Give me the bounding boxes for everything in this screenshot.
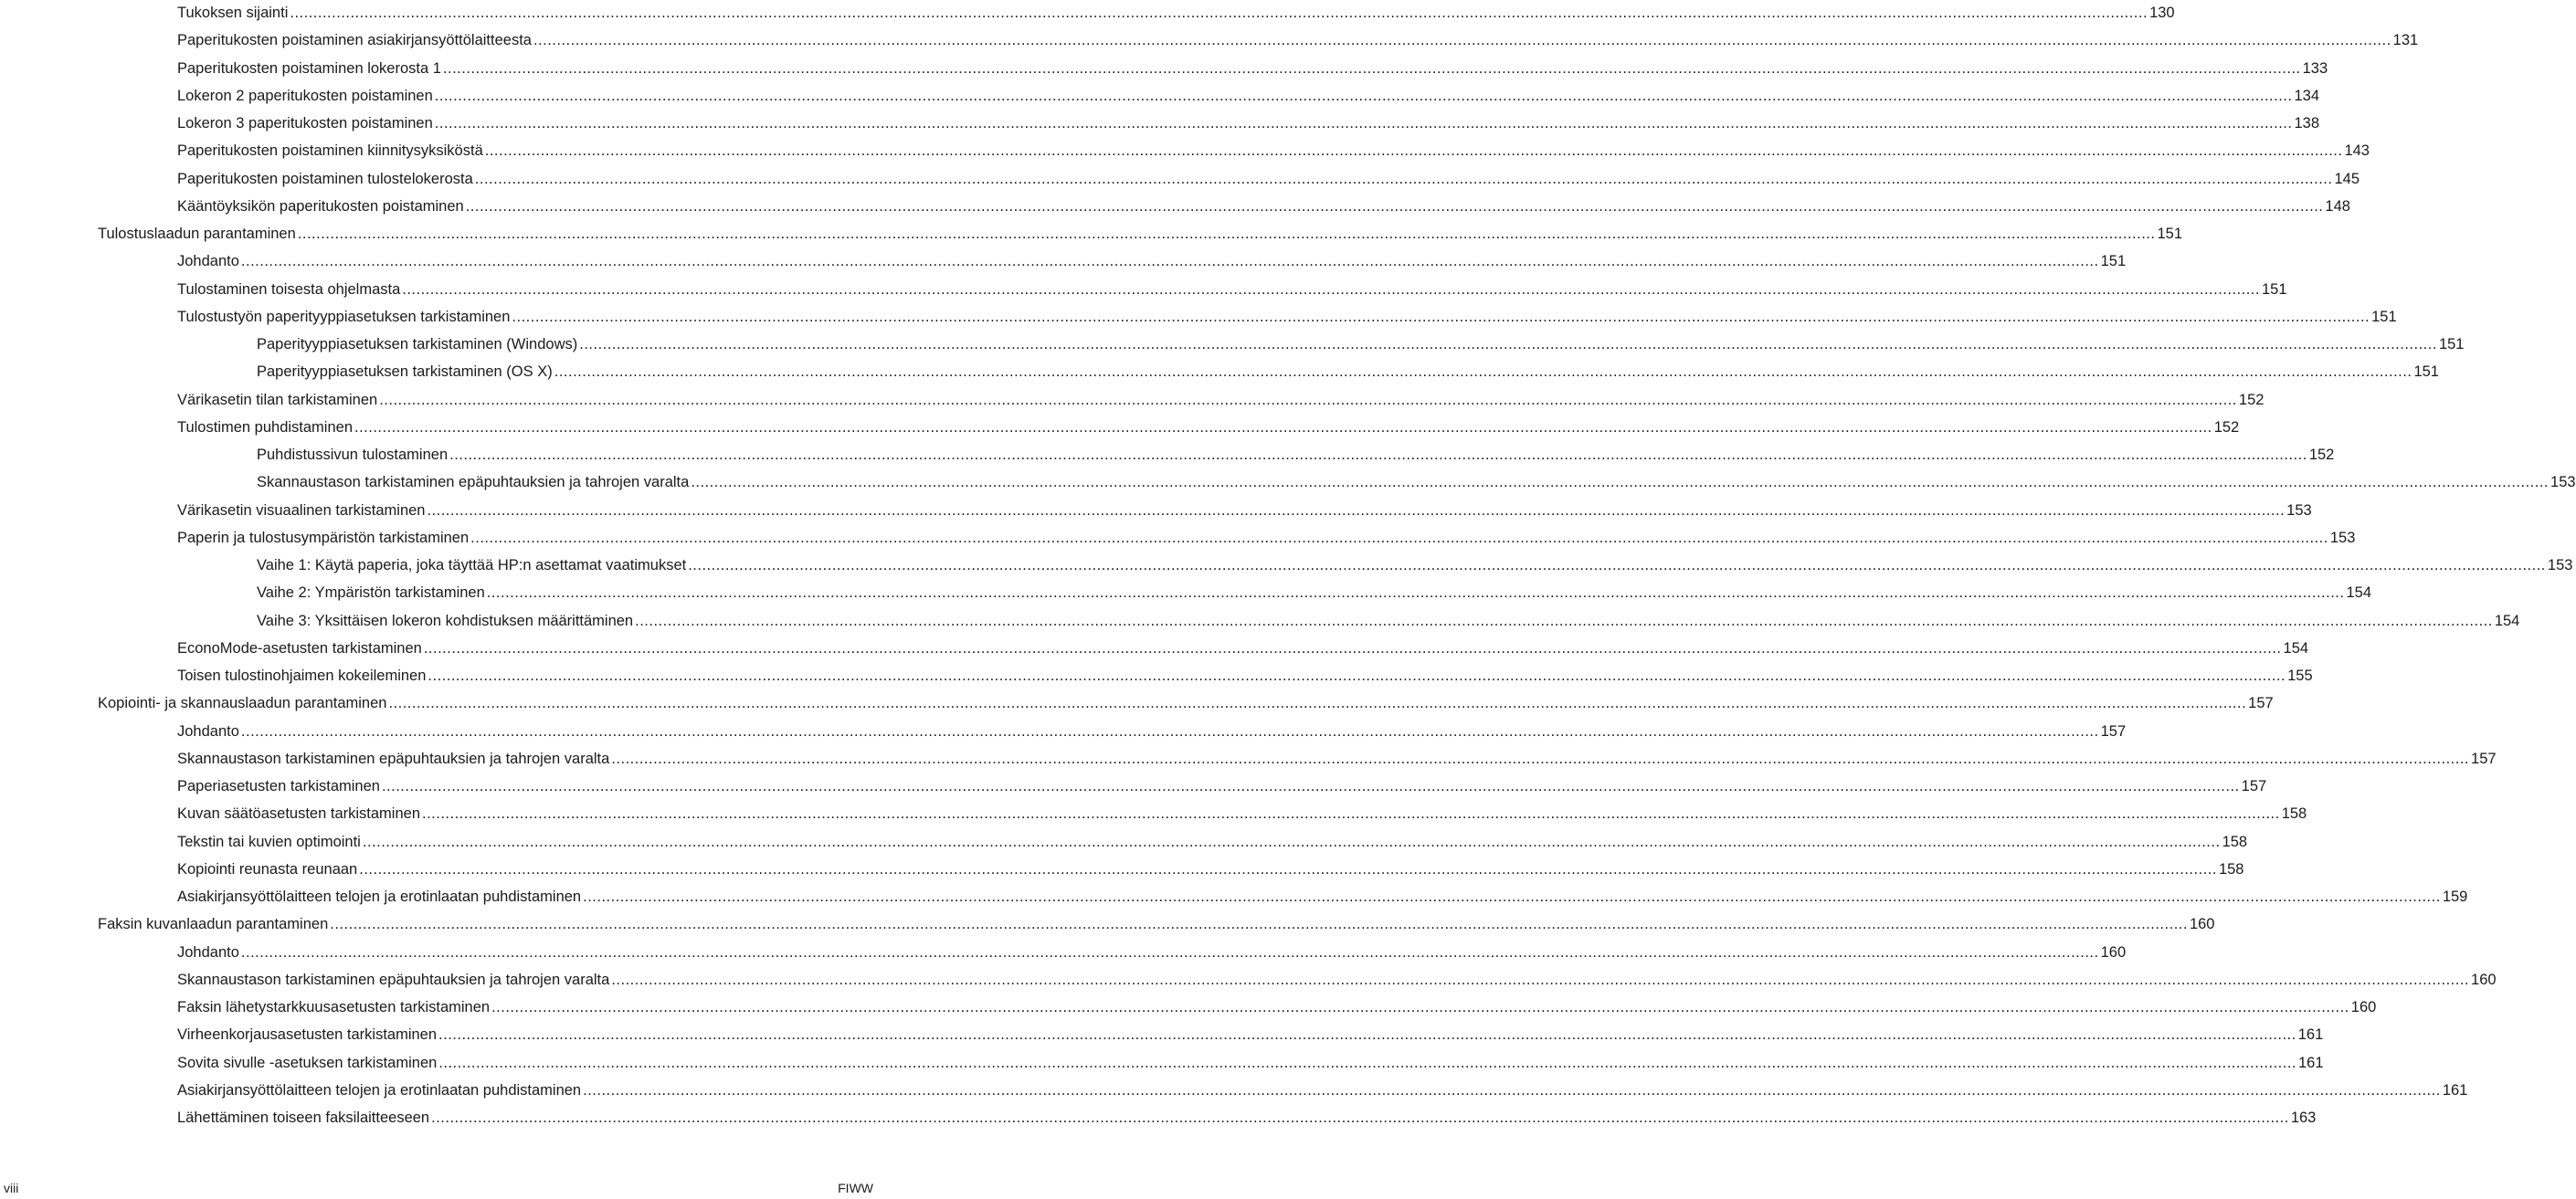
toc-dot-leader: ................................................................................................................................................................................................................................................................................................................................................................................................................: [611, 750, 2470, 767]
toc-entry-page: 158: [2281, 805, 2307, 823]
toc-dot-leader: ................................................................................................................................................................................................................................................................................................................................................................................................................: [381, 778, 2240, 794]
toc-entry-title: Vaihe 1: Käytä paperia, joka täyttää HP:n asettamat vaatimukset: [257, 557, 687, 573]
toc-entry[interactable]: [177, 387, 2265, 409]
toc-entry-page: 157: [2100, 722, 2127, 740]
toc-entry-title: Paperityyppiasetuksen tarkistaminen (Windows): [257, 336, 578, 352]
toc-entry-title: Asiakirjansyöttölaitteen telojen ja erotinlaatan puhdistaminen: [177, 889, 582, 905]
toc-entry[interactable]: [177, 994, 2377, 1016]
toc-entry[interactable]: [177, 663, 2313, 685]
toc-entry-title: Paperitukosten poistaminen kiinnitysyksiköstä: [177, 142, 483, 160]
toc-entry-title: Paperitukosten poistaminen tulostelokerosta: [177, 170, 473, 187]
toc-entry-title: Paperiasetusten tarkistaminen: [177, 778, 380, 794]
toc-entry-page: 151: [2413, 363, 2439, 381]
toc-dot-leader: ................................................................................................................................................................................................................................................................................................................................................................................................................: [359, 860, 2217, 878]
toc-dot-leader: ................................................................................................................................................................................................................................................................................................................................................................................................................: [554, 363, 2412, 381]
toc-entry[interactable]: [257, 580, 2371, 602]
toc-entry-page: 154: [2494, 612, 2520, 629]
toc-entry-title: Virheenkorjausasetusten tarkistaminen: [177, 1026, 438, 1044]
toc-dot-leader: ................................................................................................................................................................................................................................................................................................................................................................................................................: [438, 1054, 2296, 1071]
toc-entry[interactable]: [177, 1105, 2317, 1127]
toc-entry-page: 148: [2325, 197, 2350, 215]
toc-entry[interactable]: [177, 719, 2127, 741]
toc-entry[interactable]: [177, 1022, 2324, 1044]
toc-entry-title: Puhdistussivun tulostaminen: [257, 447, 449, 463]
toc-entry-title: Lokeron 2 paperitukosten poistaminen: [177, 87, 433, 104]
toc-entry-page: 151: [2438, 336, 2465, 352]
toc-entry-title: Paperityyppiasetuksen tarkistaminen (OS X): [257, 363, 553, 381]
toc-entry-page: 152: [2213, 418, 2240, 436]
toc-entry[interactable]: [177, 1050, 2324, 1072]
toc-entry[interactable]: [177, 194, 2350, 216]
toc-dot-leader: ................................................................................................................................................................................................................................................................................................................................................................................................................: [423, 639, 2282, 657]
toc-dot-leader: ................................................................................................................................................................................................................................................................................................................................................................................................................: [449, 447, 2307, 463]
toc-entry[interactable]: [177, 884, 2468, 906]
toc-entry-title: Vaihe 2: Ympäristön tarkistaminen: [257, 584, 485, 602]
toc-entry-page: 157: [2248, 695, 2274, 712]
toc-entry-page: 155: [2287, 668, 2313, 684]
toc-entry-page: 161: [2298, 1054, 2324, 1071]
toc-dot-leader: ................................................................................................................................................................................................................................................................................................................................................................................................................: [484, 142, 2343, 160]
toc-entry-page: 152: [2238, 391, 2265, 408]
toc-dot-leader: ................................................................................................................................................................................................................................................................................................................................................................................................................: [240, 722, 2099, 740]
footer-page-number: viii: [4, 1181, 19, 1195]
toc-entry-title: Paperin ja tulostusympäristön tarkistaminen: [177, 529, 470, 546]
toc-entry[interactable]: [177, 940, 2127, 962]
toc-dot-leader: ................................................................................................................................................................................................................................................................................................................................................................................................................: [611, 971, 2470, 988]
toc-entry[interactable]: [177, 636, 2309, 657]
toc-entry[interactable]: [177, 967, 2497, 989]
toc-dot-leader: ................................................................................................................................................................................................................................................................................................................................................................................................................: [583, 889, 2441, 905]
toc-entry-page: 160: [2350, 999, 2377, 1015]
toc-entry-page: 134: [2294, 87, 2320, 104]
toc-entry[interactable]: [177, 498, 2312, 520]
toc-entry-page: 157: [2471, 750, 2497, 767]
toc-entry[interactable]: [177, 277, 2287, 299]
toc-dot-leader: ................................................................................................................................................................................................................................................................................................................................................................................................................: [422, 805, 2280, 823]
toc-entry-title: Kopiointi reunasta reunaan: [177, 860, 358, 878]
toc-entry-page: 158: [2218, 860, 2244, 878]
toc-entry-title: Toisen tulostinohjaimen kokeileminen: [177, 668, 427, 684]
toc-entry-title: Paperitukosten poistaminen asiakirjansyöttölaitteesta: [177, 32, 532, 49]
toc-entry[interactable]: [177, 166, 2360, 188]
toc-entry-title: Faksin kuvanlaadun parantaminen: [98, 916, 329, 933]
toc-entry-page: 138: [2294, 115, 2320, 131]
toc-entry-page: 158: [2222, 833, 2248, 850]
toc-entry-page: 160: [2100, 943, 2127, 961]
toc-entry-page: 160: [2189, 916, 2215, 933]
toc-entry[interactable]: [98, 221, 2183, 243]
toc-dot-leader: ................................................................................................................................................................................................................................................................................................................................................................................................................: [465, 197, 2324, 215]
toc-entry[interactable]: [257, 442, 2335, 464]
toc-dot-leader: ................................................................................................................................................................................................................................................................................................................................................................................................................: [491, 999, 2349, 1015]
toc-dot-leader: ................................................................................................................................................................................................................................................................................................................................................................................................................: [290, 5, 2148, 21]
toc-dot-leader: ................................................................................................................................................................................................................................................................................................................................................................................................................: [474, 170, 2333, 187]
toc-entry-page: 145: [2334, 170, 2360, 187]
toc-dot-leader: ................................................................................................................................................................................................................................................................................................................................................................................................................: [579, 336, 2437, 352]
toc-dot-leader: ................................................................................................................................................................................................................................................................................................................................................................................................................: [635, 612, 2493, 629]
toc-entry-title: EconoMode-asetusten tarkistaminen: [177, 639, 422, 657]
toc-entry-page: 153: [2329, 529, 2356, 546]
toc-entry[interactable]: [177, 304, 2397, 326]
toc-entry-title: Kuvan säätöasetusten tarkistaminen: [177, 805, 420, 823]
toc-entry[interactable]: [257, 552, 2573, 574]
toc-entry-page: 151: [2371, 308, 2397, 325]
toc-entry-title: Tulostaminen toisesta ohjelmasta: [177, 280, 401, 298]
toc-entry-title: Skannaustason tarkistaminen epäpuhtauksien ja tahrojen varalta: [257, 474, 690, 491]
toc-entry[interactable]: [177, 27, 2419, 49]
toc-entry-page: 151: [2100, 253, 2127, 270]
toc-entry-page: 161: [2442, 1081, 2468, 1099]
toc-dot-leader: ................................................................................................................................................................................................................................................................................................................................................................................................................: [354, 418, 2212, 436]
toc-entry[interactable]: [177, 415, 2240, 436]
toc-dot-leader: ................................................................................................................................................................................................................................................................................................................................................................................................................: [434, 115, 2293, 131]
toc-entry-title: Paperitukosten poistaminen lokerosta 1: [177, 59, 441, 77]
toc-entry-title: Johdanto: [177, 253, 239, 270]
toc-dot-leader: ................................................................................................................................................................................................................................................................................................................................................................................................................: [240, 253, 2099, 270]
toc-entry[interactable]: [177, 138, 2370, 160]
toc-dot-leader: ................................................................................................................................................................................................................................................................................................................................................................................................................: [379, 391, 2237, 408]
toc-entry[interactable]: [98, 911, 2215, 933]
toc-entry-title: Asiakirjansyöttölaitteen telojen ja erotinlaatan puhdistaminen: [177, 1081, 582, 1099]
toc-dot-leader: ................................................................................................................................................................................................................................................................................................................................................................................................................: [297, 226, 2156, 242]
toc-dot-leader: ................................................................................................................................................................................................................................................................................................................................................................................................................: [691, 474, 2550, 491]
toc-entry-title: Skannaustason tarkistaminen epäpuhtauksien ja tahrojen varalta: [177, 750, 610, 767]
toc-entry-title: Tulostuslaadun parantaminen: [98, 226, 296, 242]
toc-dot-leader: ................................................................................................................................................................................................................................................................................................................................................................................................................: [330, 916, 2188, 933]
toc-entry-page: 160: [2471, 971, 2497, 988]
toc-entry[interactable]: [177, 110, 2320, 132]
toc-entry-title: Tulostimen puhdistaminen: [177, 418, 353, 436]
toc-entry-title: Johdanto: [177, 722, 239, 740]
toc-entry-title: Tukoksen sijainti: [177, 5, 289, 21]
toc-entry-page: 130: [2149, 5, 2175, 21]
toc-entry[interactable]: [177, 1078, 2468, 1099]
toc-entry-title: Värikasetin visuaalinen tarkistaminen: [177, 501, 426, 519]
toc-entry[interactable]: [177, 773, 2267, 795]
toc-dot-leader: ................................................................................................................................................................................................................................................................................................................................................................................................................: [388, 695, 2247, 712]
toc-entry-page: 133: [2302, 59, 2328, 77]
toc-entry-title: Vaihe 3: Yksittäisen lokeron kohdistuksen määrittäminen: [257, 612, 634, 629]
toc-entry-page: 159: [2442, 889, 2468, 905]
toc-dot-leader: ................................................................................................................................................................................................................................................................................................................................................................................................................: [583, 1081, 2441, 1099]
toc-entry-title: Skannaustason tarkistaminen epäpuhtauksien ja tahrojen varalta: [177, 971, 610, 988]
toc-entry[interactable]: [98, 690, 2274, 712]
toc-entry-page: 153: [2550, 474, 2576, 491]
toc-dot-leader: ................................................................................................................................................................................................................................................................................................................................................................................................................: [470, 529, 2328, 546]
toc-entry-page: 151: [2261, 280, 2287, 298]
toc-entry-title: Johdanto: [177, 943, 239, 961]
toc-entry-page: 154: [2346, 584, 2371, 602]
toc-dot-leader: ................................................................................................................................................................................................................................................................................................................................................................................................................: [512, 308, 2370, 325]
toc-dot-leader: ................................................................................................................................................................................................................................................................................................................................................................................................................: [427, 501, 2286, 519]
toc-entry[interactable]: [177, 83, 2320, 105]
toc-dot-leader: ................................................................................................................................................................................................................................................................................................................................................................................................................: [486, 584, 2345, 602]
toc-dot-leader: ................................................................................................................................................................................................................................................................................................................................................................................................................: [402, 280, 2260, 298]
toc-dot-leader: ................................................................................................................................................................................................................................................................................................................................................................................................................: [434, 87, 2293, 104]
toc-entry[interactable]: [177, 746, 2497, 768]
toc-entry-page: 163: [2290, 1110, 2317, 1126]
toc-entry[interactable]: [257, 359, 2439, 381]
toc-entry[interactable]: [177, 56, 2328, 78]
toc-entry-title: Sovita sivulle -asetuksen tarkistaminen: [177, 1054, 438, 1071]
toc-entry-page: 151: [2157, 226, 2183, 242]
toc-entry[interactable]: [177, 248, 2127, 270]
toc-entry[interactable]: [257, 469, 2576, 491]
toc-entry[interactable]: [177, 525, 2356, 547]
toc-entry-title: Kopiointi- ja skannauslaadun parantaminen: [98, 695, 387, 712]
toc-entry-page: 152: [2308, 447, 2335, 463]
footer-doc-code: FIWW: [838, 1181, 873, 1195]
toc-dot-leader: ................................................................................................................................................................................................................................................................................................................................................................................................................: [688, 557, 2546, 573]
toc-entry-title: Faksin lähetystarkkuusasetusten tarkistaminen: [177, 999, 491, 1015]
toc-entry-page: 157: [2241, 778, 2267, 794]
toc-entry-title: Lokeron 3 paperitukosten poistaminen: [177, 115, 433, 131]
toc-entry[interactable]: [177, 0, 2175, 22]
toc-entry-page: 153: [2286, 501, 2312, 519]
toc-dot-leader: ................................................................................................................................................................................................................................................................................................................................................................................................................: [533, 32, 2391, 49]
toc-dot-leader: ................................................................................................................................................................................................................................................................................................................................................................................................................: [362, 833, 2221, 850]
toc-entry[interactable]: [177, 829, 2248, 851]
toc-entry-page: 153: [2547, 557, 2573, 573]
toc-entry-title: Lähettäminen toiseen faksilaitteeseen: [177, 1110, 430, 1126]
toc-dot-leader: ................................................................................................................................................................................................................................................................................................................................................................................................................: [240, 943, 2099, 961]
toc-entry-page: 154: [2283, 639, 2309, 657]
toc-dot-leader: ................................................................................................................................................................................................................................................................................................................................................................................................................: [428, 668, 2286, 684]
toc-entry-page: 143: [2344, 142, 2370, 160]
toc-entry-page: 131: [2392, 32, 2419, 49]
toc-entry-title: Tulostustyön paperityyppiasetuksen tarkistaminen: [177, 308, 511, 325]
toc-dot-leader: ................................................................................................................................................................................................................................................................................................................................................................................................................: [438, 1026, 2296, 1044]
toc-dot-leader: ................................................................................................................................................................................................................................................................................................................................................................................................................: [431, 1110, 2289, 1126]
toc-entry-title: Värikasetin tilan tarkistaminen: [177, 391, 378, 408]
toc-entry[interactable]: [177, 801, 2307, 823]
toc-entry-title: Tekstin tai kuvien optimointi: [177, 833, 361, 850]
toc-entry[interactable]: [177, 857, 2244, 878]
toc-dot-leader: ................................................................................................................................................................................................................................................................................................................................................................................................................: [442, 59, 2301, 77]
toc-entry[interactable]: [257, 608, 2520, 630]
toc-entry-title: Kääntöyksikön paperitukosten poistaminen: [177, 197, 464, 215]
toc-entry-page: 161: [2297, 1026, 2324, 1044]
toc-entry[interactable]: [257, 331, 2465, 353]
